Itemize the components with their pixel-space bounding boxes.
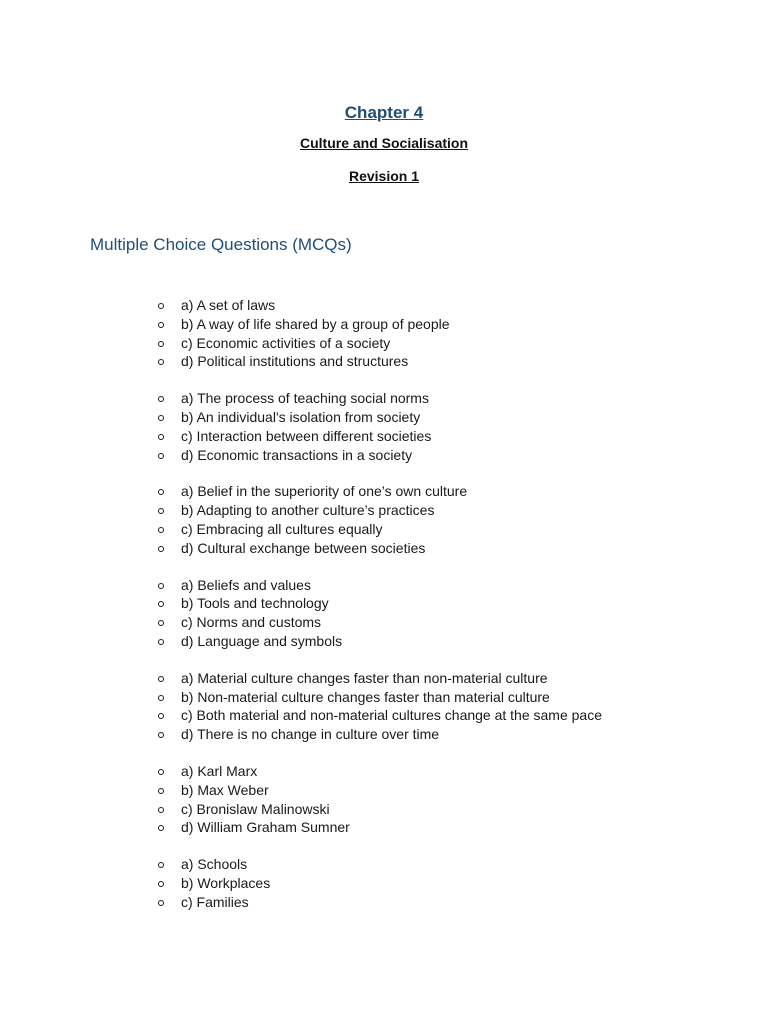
hollow-circle-bullet-icon	[158, 620, 164, 626]
option-item	[158, 427, 718, 446]
option-item	[158, 669, 718, 688]
option-item	[158, 594, 718, 613]
hollow-circle-bullet-icon	[158, 676, 164, 682]
hollow-circle-bullet-icon	[158, 807, 164, 813]
hollow-circle-bullet-icon	[158, 769, 164, 775]
option-item	[158, 725, 718, 744]
question-options-group	[158, 855, 718, 911]
option-text: a) A set of laws	[181, 297, 276, 313]
option-item	[158, 893, 718, 912]
hollow-circle-bullet-icon	[158, 732, 164, 738]
hollow-circle-bullet-icon	[158, 527, 164, 533]
chapter-title: Chapter 4	[344, 103, 424, 122]
option-item	[158, 389, 718, 408]
question-options-group	[158, 576, 718, 651]
option-item	[158, 334, 718, 353]
option-item	[158, 352, 718, 371]
hollow-circle-bullet-icon	[158, 415, 164, 421]
hollow-circle-bullet-icon	[158, 900, 164, 906]
section-heading: Multiple Choice Questions (MCQs)	[90, 235, 352, 254]
option-text: c) Families	[181, 893, 249, 910]
option-item	[158, 482, 718, 501]
option-text: d) Language and symbols	[181, 632, 343, 649]
revision-label: Revision 1	[348, 168, 420, 184]
option-text: c) Economic activities of a society	[181, 334, 391, 351]
option-text: b) Tools and technology	[181, 595, 329, 612]
hollow-circle-bullet-icon	[158, 639, 164, 645]
option-text: a) Belief in the superiority of one’s own culture	[181, 483, 468, 500]
question-list	[158, 296, 718, 930]
hollow-circle-bullet-icon	[158, 322, 164, 328]
hollow-circle-bullet-icon	[158, 862, 164, 868]
hollow-circle-bullet-icon	[158, 825, 164, 831]
option-text: c) Bronislaw Malinowski	[181, 800, 330, 817]
option-text: d) Economic transactions in a society	[181, 446, 413, 463]
hollow-circle-bullet-icon	[158, 546, 164, 552]
hollow-circle-bullet-icon	[158, 583, 164, 589]
option-item	[158, 520, 718, 539]
option-text: c) Norms and customs	[181, 614, 322, 631]
option-text: a) Beliefs and values	[181, 576, 311, 593]
question-options-group	[158, 482, 718, 557]
option-item	[158, 706, 718, 725]
option-text: b) Non-material culture changes faster than material culture	[181, 688, 550, 705]
option-item	[158, 446, 718, 465]
option-text: d) There is no change in culture over time	[181, 726, 440, 743]
option-item	[158, 408, 718, 427]
option-item	[158, 315, 718, 334]
hollow-circle-bullet-icon	[158, 695, 164, 701]
hollow-circle-bullet-icon	[158, 713, 164, 719]
option-item	[158, 855, 718, 874]
option-text: d) William Graham Sumner	[181, 819, 350, 836]
option-item	[158, 800, 718, 819]
question-options-group	[158, 669, 718, 744]
hollow-circle-bullet-icon	[158, 341, 164, 347]
option-text: c) Embracing all cultures equally	[181, 520, 383, 537]
option-text: d) Political institutions and structures	[181, 353, 409, 370]
option-item	[158, 762, 718, 781]
hollow-circle-bullet-icon	[158, 359, 164, 365]
hollow-circle-bullet-icon	[158, 601, 164, 607]
option-text: b) An individual's isolation from society	[181, 408, 421, 425]
option-text: b) A way of life shared by a group of people	[181, 315, 450, 332]
option-text: a) Schools	[181, 856, 248, 873]
option-text: d) Cultural exchange between societies	[181, 539, 426, 556]
option-item	[158, 539, 718, 558]
hollow-circle-bullet-icon	[158, 881, 164, 887]
option-text: b) Workplaces	[181, 874, 271, 891]
hollow-circle-bullet-icon	[158, 788, 164, 794]
hollow-circle-bullet-icon	[158, 303, 164, 309]
hollow-circle-bullet-icon	[158, 434, 164, 440]
option-text: b) Adapting to another culture’s practices	[181, 502, 435, 519]
option-item	[158, 576, 718, 595]
hollow-circle-bullet-icon	[158, 396, 164, 402]
hollow-circle-bullet-icon	[158, 508, 164, 514]
option-text: c) Both material and non-material cultures change at the same pace	[181, 707, 603, 724]
option-text: c) Interaction between different societies	[181, 427, 432, 444]
question-options-group	[158, 762, 718, 837]
option-text: a) Karl Marx	[181, 762, 258, 779]
option-item	[158, 781, 718, 800]
question-options-group	[158, 389, 718, 464]
option-item	[158, 632, 718, 651]
option-text: a) The process of teaching social norms	[181, 390, 429, 407]
hollow-circle-bullet-icon	[158, 489, 164, 495]
chapter-subtitle: Culture and Socialisation	[299, 135, 469, 151]
option-item	[158, 501, 718, 520]
option-item	[158, 296, 718, 315]
option-text: a) Material culture changes faster than non-material culture	[181, 669, 548, 686]
option-text: b) Max Weber	[181, 781, 269, 798]
option-item	[158, 613, 718, 632]
hollow-circle-bullet-icon	[158, 453, 164, 459]
question-options-group	[158, 296, 718, 371]
option-item	[158, 874, 718, 893]
option-item	[158, 818, 718, 837]
option-item	[158, 688, 718, 707]
